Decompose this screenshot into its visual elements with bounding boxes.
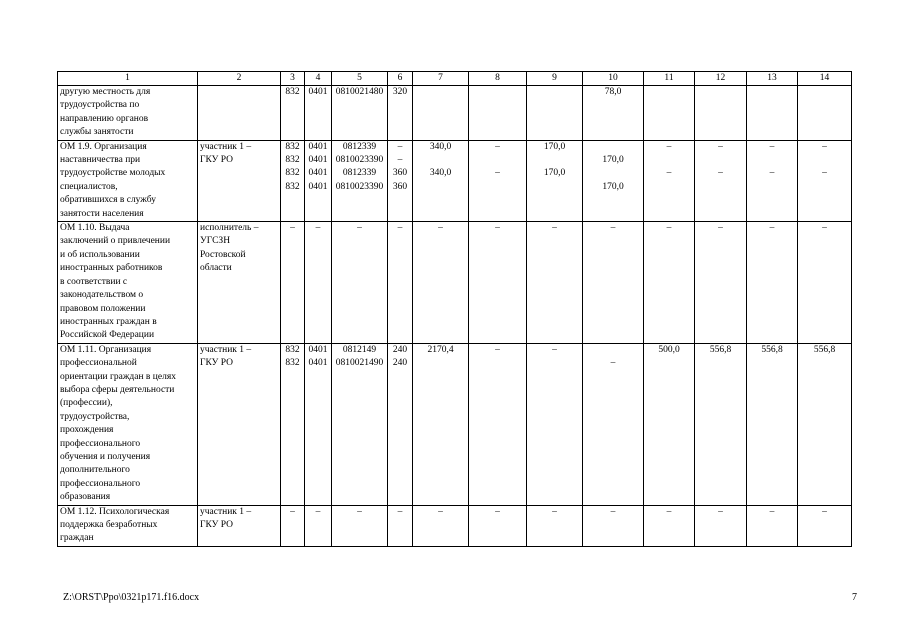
section-cell: – <box>305 222 332 344</box>
value-cell-12: – <box>695 222 747 344</box>
value-cell-10: 170,0 170,0 <box>583 140 644 221</box>
measure-name-cell: ОМ 1.11. Организация профессиональной ориентации граждан в целях выбора сферы деятельности (профессии), трудоустройства, прохождения профессионального обучения и получения дополнительного профессионального образования <box>58 343 198 505</box>
target-article-cell: – <box>332 222 388 344</box>
value-cell-9: – <box>527 222 583 344</box>
column-header: 13 <box>747 72 798 86</box>
value-cell-14: – – <box>798 140 852 221</box>
column-header: 9 <box>527 72 583 86</box>
value-cell-9: 170,0 170,0 <box>527 140 583 221</box>
value-cell-7: 340,0 340,0 <box>413 140 469 221</box>
value-cell-7 <box>413 86 469 141</box>
value-cell-12 <box>695 86 747 141</box>
expense-type-cell: – – 360 360 <box>388 140 413 221</box>
section-cell: 0401 <box>305 86 332 141</box>
page-number: 7 <box>852 592 857 603</box>
budget-table <box>57 71 852 547</box>
value-cell-14: 556,8 <box>798 343 852 505</box>
value-cell-9 <box>527 86 583 141</box>
value-cell-9: – <box>527 343 583 505</box>
target-article-cell: – <box>332 505 388 546</box>
value-cell-8: – <box>469 343 527 505</box>
value-cell-8: – <box>469 505 527 546</box>
value-cell-13: – <box>747 505 798 546</box>
value-cell-10: 78,0 <box>583 86 644 141</box>
expense-type-cell: 320 <box>388 86 413 141</box>
column-header: 5 <box>332 72 388 86</box>
column-header: 14 <box>798 72 852 86</box>
executor-cell: исполнитель – УГСЗН Ростовской области <box>198 222 281 344</box>
value-cell-14: – <box>798 505 852 546</box>
grbs-cell: 832 <box>281 86 305 141</box>
file-path-footer: Z:\ORST\Ppo\0321p171.f16.docx <box>63 592 200 603</box>
executor-cell: участник 1 – ГКУ РО <box>198 505 281 546</box>
executor-cell: участник 1 – ГКУ РО <box>198 140 281 221</box>
column-header: 3 <box>281 72 305 86</box>
section-cell: 0401 0401 0401 0401 <box>305 140 332 221</box>
measure-name-cell: ОМ 1.12. Психологическая поддержка безработных граждан <box>58 505 198 546</box>
value-cell-8: – – <box>469 140 527 221</box>
executor-cell: участник 1 – ГКУ РО <box>198 343 281 505</box>
table-row <box>58 343 852 505</box>
expense-type-cell: 240 240 <box>388 343 413 505</box>
value-cell-8: – <box>469 222 527 344</box>
column-header: 11 <box>644 72 695 86</box>
table-row <box>58 140 852 221</box>
value-cell-10: – <box>583 222 644 344</box>
column-header: 4 <box>305 72 332 86</box>
column-header: 6 <box>388 72 413 86</box>
section-cell: – <box>305 505 332 546</box>
value-cell-11: – <box>644 505 695 546</box>
value-cell-11: 500,0 <box>644 343 695 505</box>
value-cell-14: – <box>798 222 852 344</box>
measure-name-cell: ОМ 1.9. Организация наставничества при трудоустройстве молодых специалистов, обратившихся в службу занятости населения <box>58 140 198 221</box>
value-cell-7: 2170,4 <box>413 343 469 505</box>
grbs-cell: 832 832 <box>281 343 305 505</box>
table-row <box>58 86 852 141</box>
executor-cell <box>198 86 281 141</box>
value-cell-13 <box>747 86 798 141</box>
value-cell-12: – <box>695 505 747 546</box>
column-header: 10 <box>583 72 644 86</box>
section-cell: 0401 0401 <box>305 343 332 505</box>
grbs-cell: – <box>281 222 305 344</box>
value-cell-12: 556,8 <box>695 343 747 505</box>
target-article-cell: 0810021480 <box>332 86 388 141</box>
value-cell-14 <box>798 86 852 141</box>
column-header: 8 <box>469 72 527 86</box>
value-cell-12: – – <box>695 140 747 221</box>
table-header-row <box>58 72 852 86</box>
measure-name-cell: ОМ 1.10. Выдача заключений о привлечении и об использовании иностранных работников в соответствии с законодательством о правовом положении иностранных граждан в Российской Федерации <box>58 222 198 344</box>
measure-name-cell: другую местность для трудоустройства по направлению органов службы занятости <box>58 86 198 141</box>
grbs-cell: 832 832 832 832 <box>281 140 305 221</box>
value-cell-7: – <box>413 505 469 546</box>
target-article-cell: 0812339 0810023390 0812339 0810023390 <box>332 140 388 221</box>
table-row <box>58 505 852 546</box>
value-cell-10: – <box>583 505 644 546</box>
value-cell-11: – – <box>644 140 695 221</box>
value-cell-7: – <box>413 222 469 344</box>
value-cell-11: – <box>644 222 695 344</box>
target-article-cell: 0812149 0810021490 <box>332 343 388 505</box>
grbs-cell: – <box>281 505 305 546</box>
value-cell-13: – <box>747 222 798 344</box>
column-header: 12 <box>695 72 747 86</box>
column-header: 2 <box>198 72 281 86</box>
value-cell-10: – <box>583 343 644 505</box>
column-header: 7 <box>413 72 469 86</box>
table-row <box>58 222 852 344</box>
expense-type-cell: – <box>388 222 413 344</box>
column-header: 1 <box>58 72 198 86</box>
value-cell-13: – – <box>747 140 798 221</box>
value-cell-8 <box>469 86 527 141</box>
value-cell-13: 556,8 <box>747 343 798 505</box>
expense-type-cell: – <box>388 505 413 546</box>
value-cell-11 <box>644 86 695 141</box>
value-cell-9: – <box>527 505 583 546</box>
